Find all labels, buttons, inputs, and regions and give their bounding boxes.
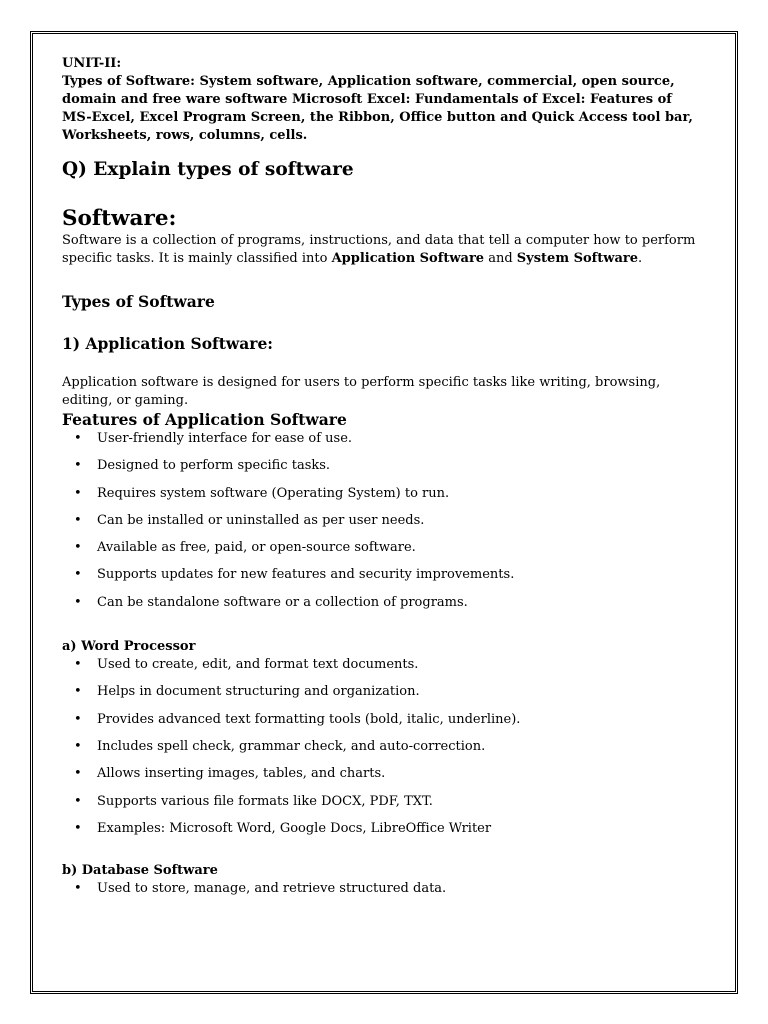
intro-system-software: System Software [516,251,638,266]
list-item: • Supports updates for new features and security improvements. [62,566,702,593]
list-item: • Examples: Microsoft Word, Google Docs, LibreOffice Writer [62,820,702,847]
database-software-list [62,880,702,907]
list-item: • Designed to perform specific tasks. [62,457,702,484]
database-software-heading: b) Database Software [62,863,218,879]
word-processor-list [62,656,702,847]
application-software-description: Application software is designed for users to perform specific tasks like writing, browsing, editing, or gaming. [62,375,661,408]
question-heading: Q) Explain types of software [62,159,354,180]
list-item: • Can be installed or uninstalled as per user needs. [62,512,702,539]
intro-text-start: Software is a collection of programs, instructions, and data that tell a computer how to perform specific tasks. It is mainly classified into [62,233,696,266]
list-item: • Supports various file formats like DOCX, PDF, TXT. [62,793,702,820]
list-item: • Used to store, manage, and retrieve structured data. [62,880,702,907]
word-processor-heading: a) Word Processor [62,639,196,655]
unit-syllabus [62,55,702,145]
list-item: • Helps in document structuring and organization. [62,683,702,710]
application-software-heading: 1) Application Software: [62,334,274,353]
types-of-software-heading: Types of Software [62,292,215,311]
intro-text-end: . [638,251,643,266]
unit-label: UNIT-II: [62,56,122,71]
features-list [62,430,702,621]
software-heading: Software: [62,206,177,231]
intro-application-software: Application Software [331,251,485,266]
list-item: • Provides advanced text formatting tools (bold, italic, underline). [62,711,702,738]
list-item: • Available as free, paid, or open-source software. [62,539,702,566]
features-heading: Features of Application Software [62,410,347,429]
list-item: • User-friendly interface for ease of use. [62,430,702,457]
list-item: • Includes spell check, grammar check, and auto-correction. [62,738,702,765]
intro-text-mid: and [484,251,517,266]
list-item: • Used to create, edit, and format text documents. [62,656,702,683]
document-content [62,55,702,907]
list-item: • Requires system software (Operating System) to run. [62,485,702,512]
software-intro [62,232,702,268]
list-item: • Can be standalone software or a collection of programs. [62,594,702,621]
list-item: • Allows inserting images, tables, and charts. [62,765,702,792]
unit-topics: Types of Software: System software, Application software, commercial, open source, domain and free ware software Microsoft Excel: Fundamentals of Excel: Features of MS-Excel, Excel Program Screen, the Ribbon, Office button and Quick Access tool bar, Worksheets, rows, columns, cells. [62,74,693,143]
